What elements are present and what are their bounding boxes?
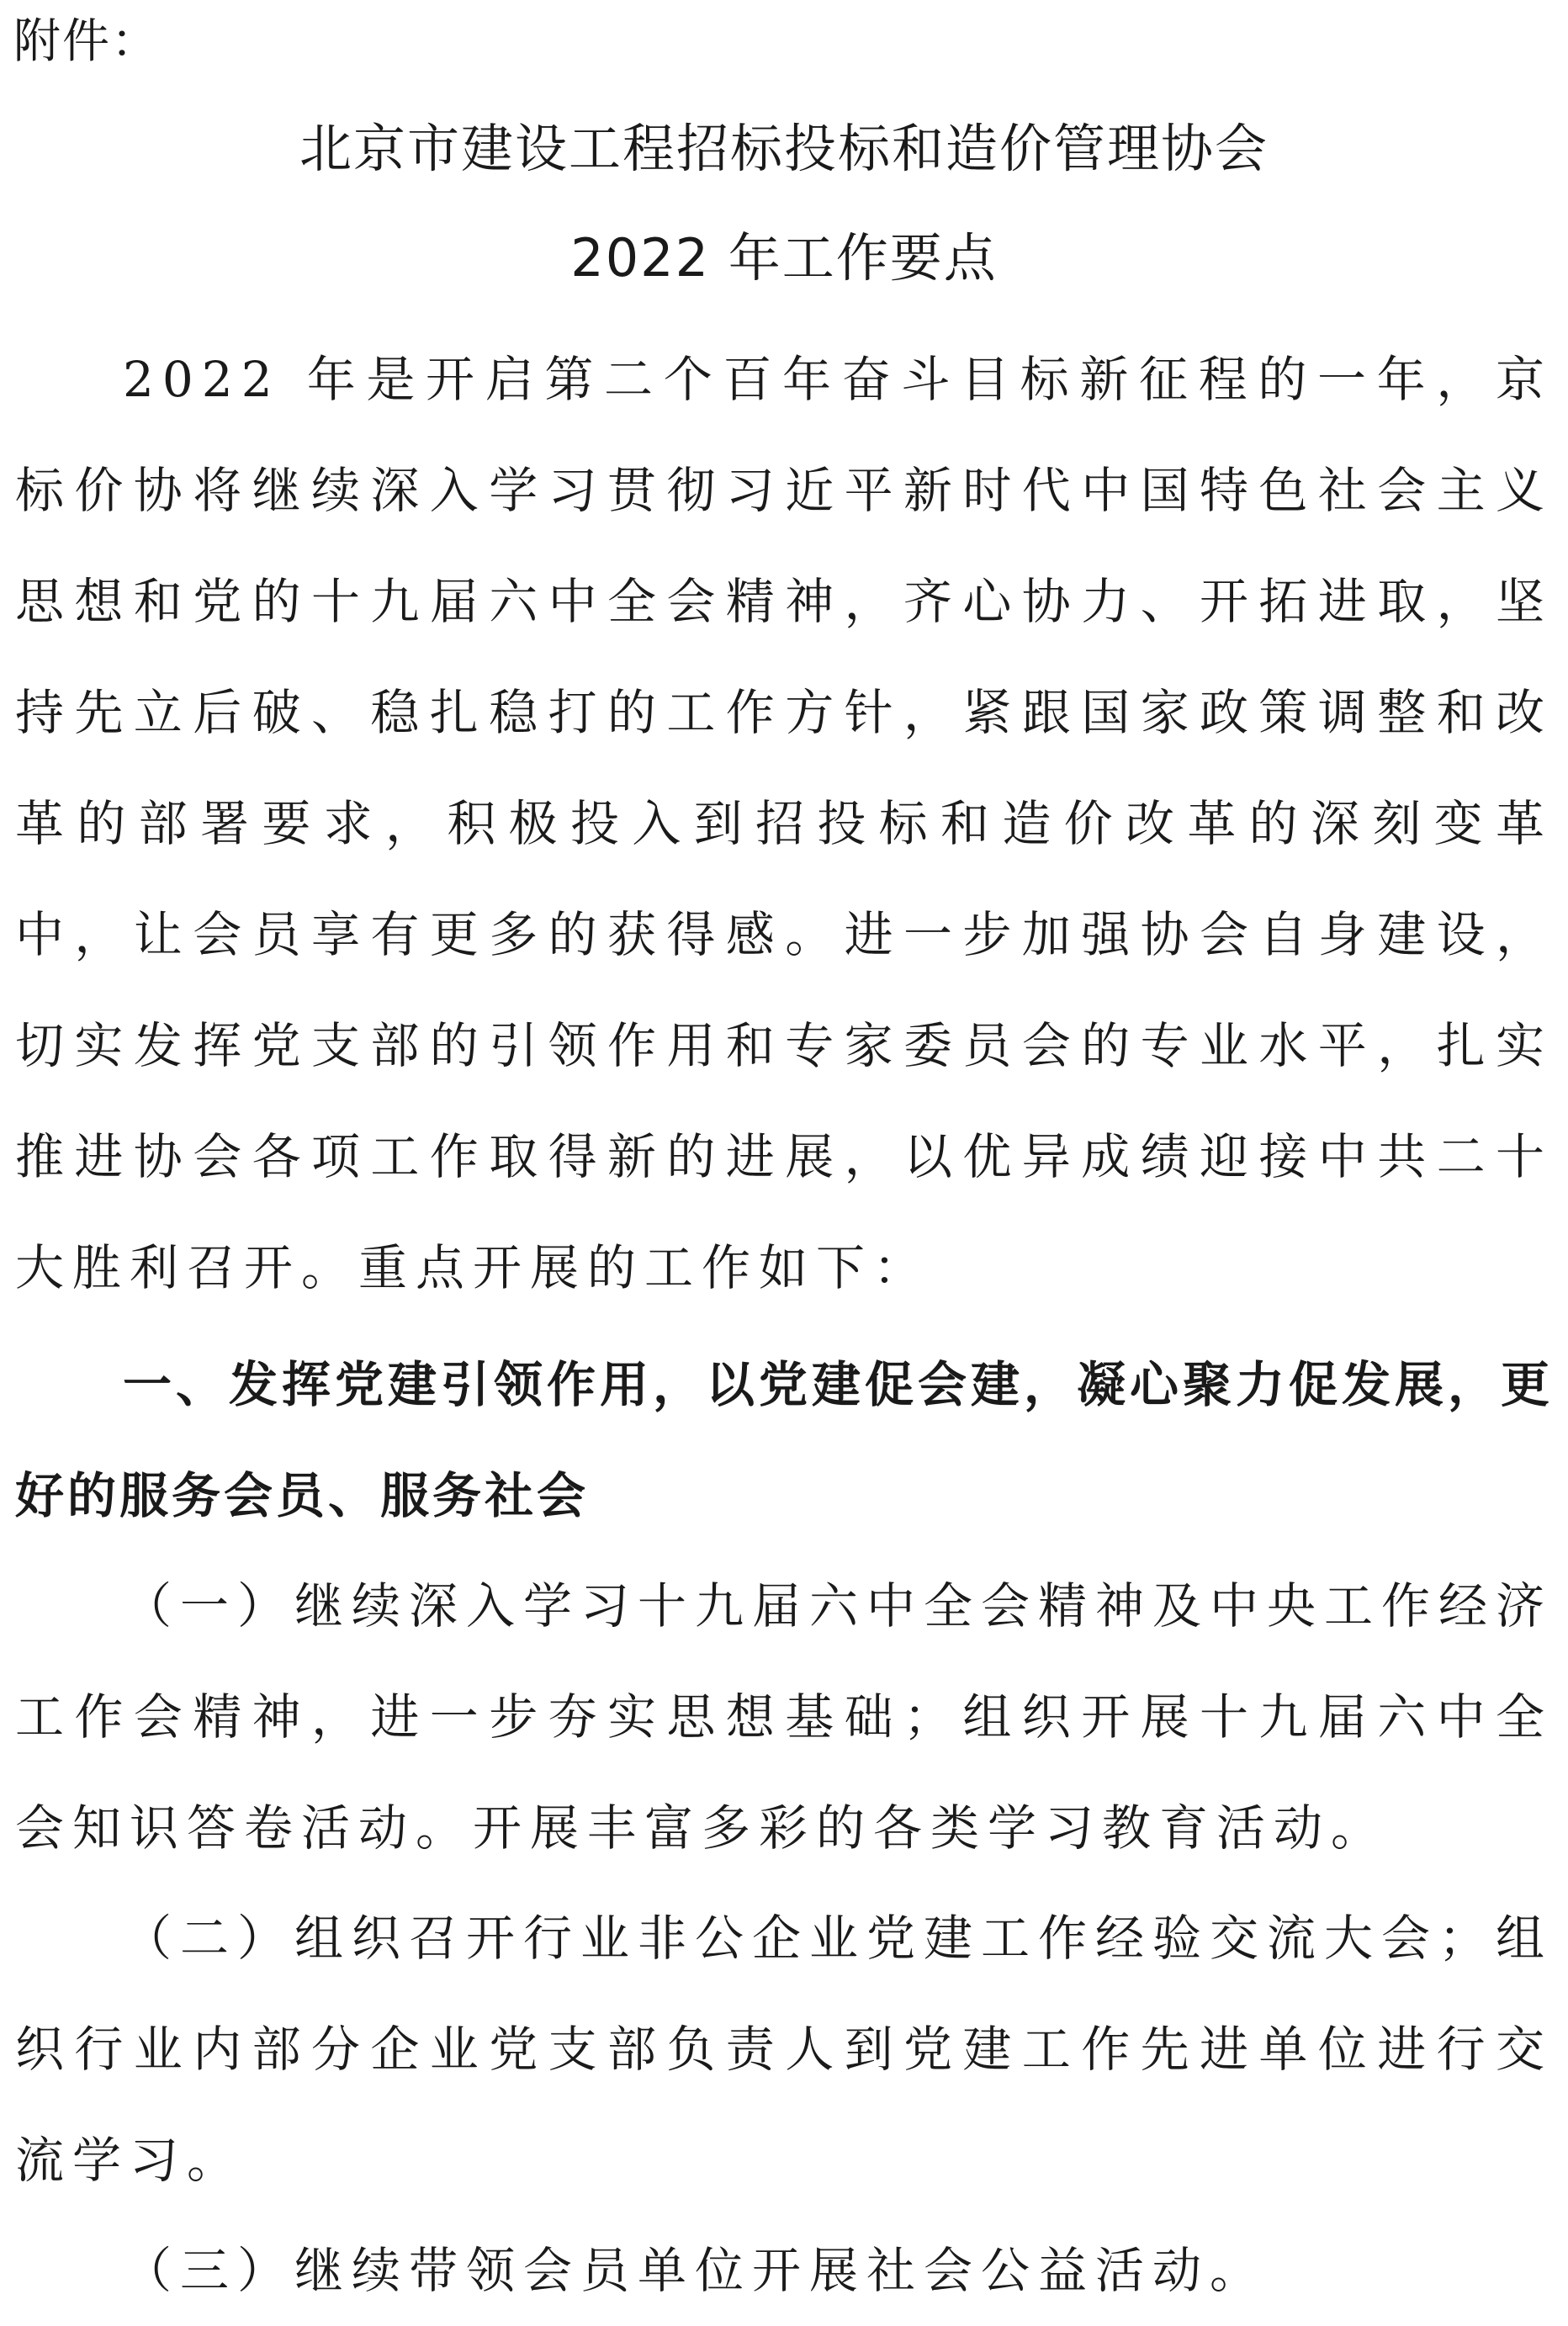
attachment-label: 附件： xyxy=(13,14,160,69)
document-title-line-2: 2022 年工作要点 xyxy=(570,227,998,289)
list-item-2: （二）组织召开行业非公企业党建工作经验交流大会；组织行业内部分企业党支部负责人到党建工作先进单位进行交流学习。 xyxy=(15,1910,1554,2189)
list-item-3: （三）继续带领会员单位开展社会公益活动。 xyxy=(123,2242,1268,2299)
list-item-1: （一）继续深入学习十九届六中全会精神及中央工作经济工作会精神，进一步夯实思想基础；组织开展十九届六中全会知识答卷活动。开展丰富多彩的各类学习教育活动。 xyxy=(15,1577,1554,1857)
intro-paragraph: 2022 年是开启第二个百年奋斗目标新征程的一年，京标价协将继续深入学习贯彻习近平新时代中国特色社会主义思想和党的十九届六中全会精神，齐心协力、开拓进取，坚持先立后破、稳扎稳打的工作方针，紧跟国家政策调整和改革的部署要求，积极投入到招投标和造价改革的深刻变革中，让会员享有更多的获得感。进一步加强协会自身建设，切实发挥党支部的引领作用和专家委员会的专业水平，扎实推进协会各项工作取得新的进展，以优异成绩迎接中共二十大胜利召开。重点开展的工作如下： xyxy=(15,351,1553,1296)
document-title-line-1: 北京市建设工程招标投标和造价管理协会 xyxy=(299,118,1269,179)
section-heading: 一、发挥党建引领作用，以党建促会建，凝心聚力促发展，更好的服务会员、服务社会 xyxy=(15,1356,1553,1524)
